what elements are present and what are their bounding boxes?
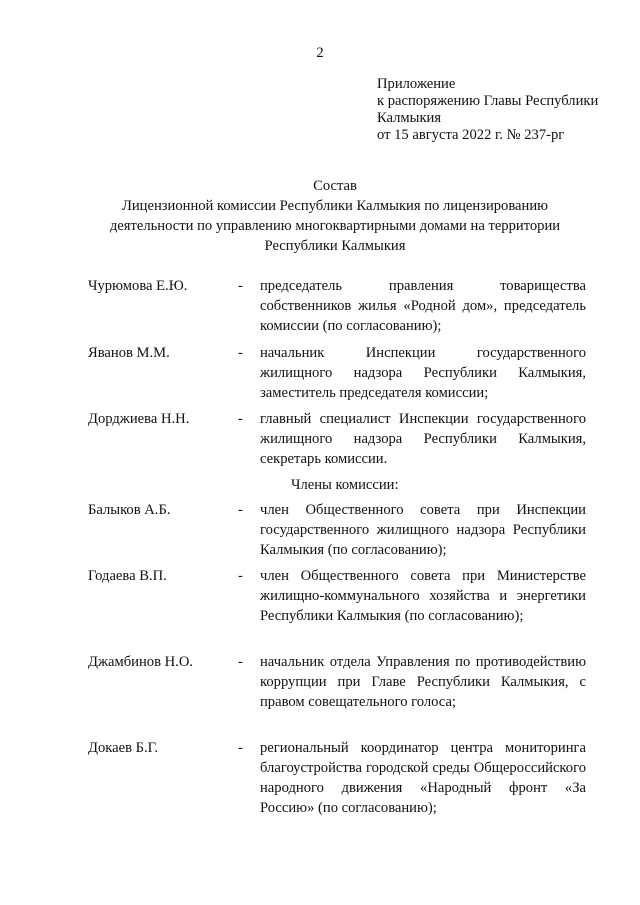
member-row [88, 409, 586, 469]
member-name: Чурюмова Е.Ю. [88, 278, 188, 294]
member-row [88, 652, 586, 712]
member-description: председатель правления товарищества собственников жилья «Родной дом», председатель комиссии (по согласованию); [260, 278, 586, 334]
member-row [88, 343, 586, 403]
member-description: начальник отдела Управления по противодействию коррупции при Главе Республики Калмыкия, с правом совещательного голоса; [260, 654, 586, 710]
member-row [88, 500, 586, 560]
document-title [90, 176, 580, 256]
dash-separator: - [238, 654, 243, 670]
title-heading: Состав [313, 178, 357, 194]
member-name: Годаева В.П. [88, 568, 167, 584]
member-row [88, 738, 586, 818]
dash-separator: - [238, 278, 243, 294]
dash-separator: - [238, 740, 243, 756]
title-line: Лицензионной комиссии Республики Калмыкия по лицензированию [121, 198, 549, 214]
title-line: деятельности по управлению многоквартирными домами на территории [109, 218, 561, 234]
member-row [88, 276, 586, 336]
dash-separator: - [238, 411, 243, 427]
member-name: Яванов М.М. [88, 345, 170, 361]
title-line: Республики Калмыкия [264, 238, 406, 254]
dash-separator: - [238, 345, 243, 361]
dash-separator: - [238, 568, 243, 584]
member-name: Дорджиева Н.Н. [88, 411, 190, 427]
appendix-line: Калмыкия [377, 110, 442, 126]
appendix-line: Приложение [377, 76, 456, 92]
member-row [88, 566, 586, 626]
appendix-block [377, 76, 599, 144]
appendix-line: от 15 августа 2022 г. № 237-рг [377, 127, 565, 143]
member-description: член Общественного совета при Министерстве жилищно-коммунального хозяйства и энергетики Республики Калмыкия (по согласованию); [260, 568, 586, 624]
member-description: начальник Инспекции государственного жилищного надзора Республики Калмыкия, заместитель председателя комиссии; [260, 345, 586, 401]
member-description: региональный координатор центра мониторинга благоустройства городской среды Общероссийского народного движения «Народный фронт «За Россию» (по согласованию); [260, 740, 586, 816]
members-heading: Члены комиссии: [291, 477, 399, 493]
member-description: член Общественного совета при Инспекции государственного жилищного надзора Республики Калмыкия (по согласованию); [260, 502, 586, 558]
member-name: Докаев Б.Г. [88, 740, 159, 756]
appendix-line: к распоряжению Главы Республики [377, 93, 599, 109]
member-name: Балыков А.Б. [88, 502, 171, 518]
page-number: 2 [316, 45, 324, 61]
member-name: Джамбинов Н.О. [88, 654, 194, 670]
dash-separator: - [238, 502, 243, 518]
member-description: главный специалист Инспекции государственного жилищного надзора Республики Калмыкия, секретарь комиссии. [260, 411, 586, 467]
